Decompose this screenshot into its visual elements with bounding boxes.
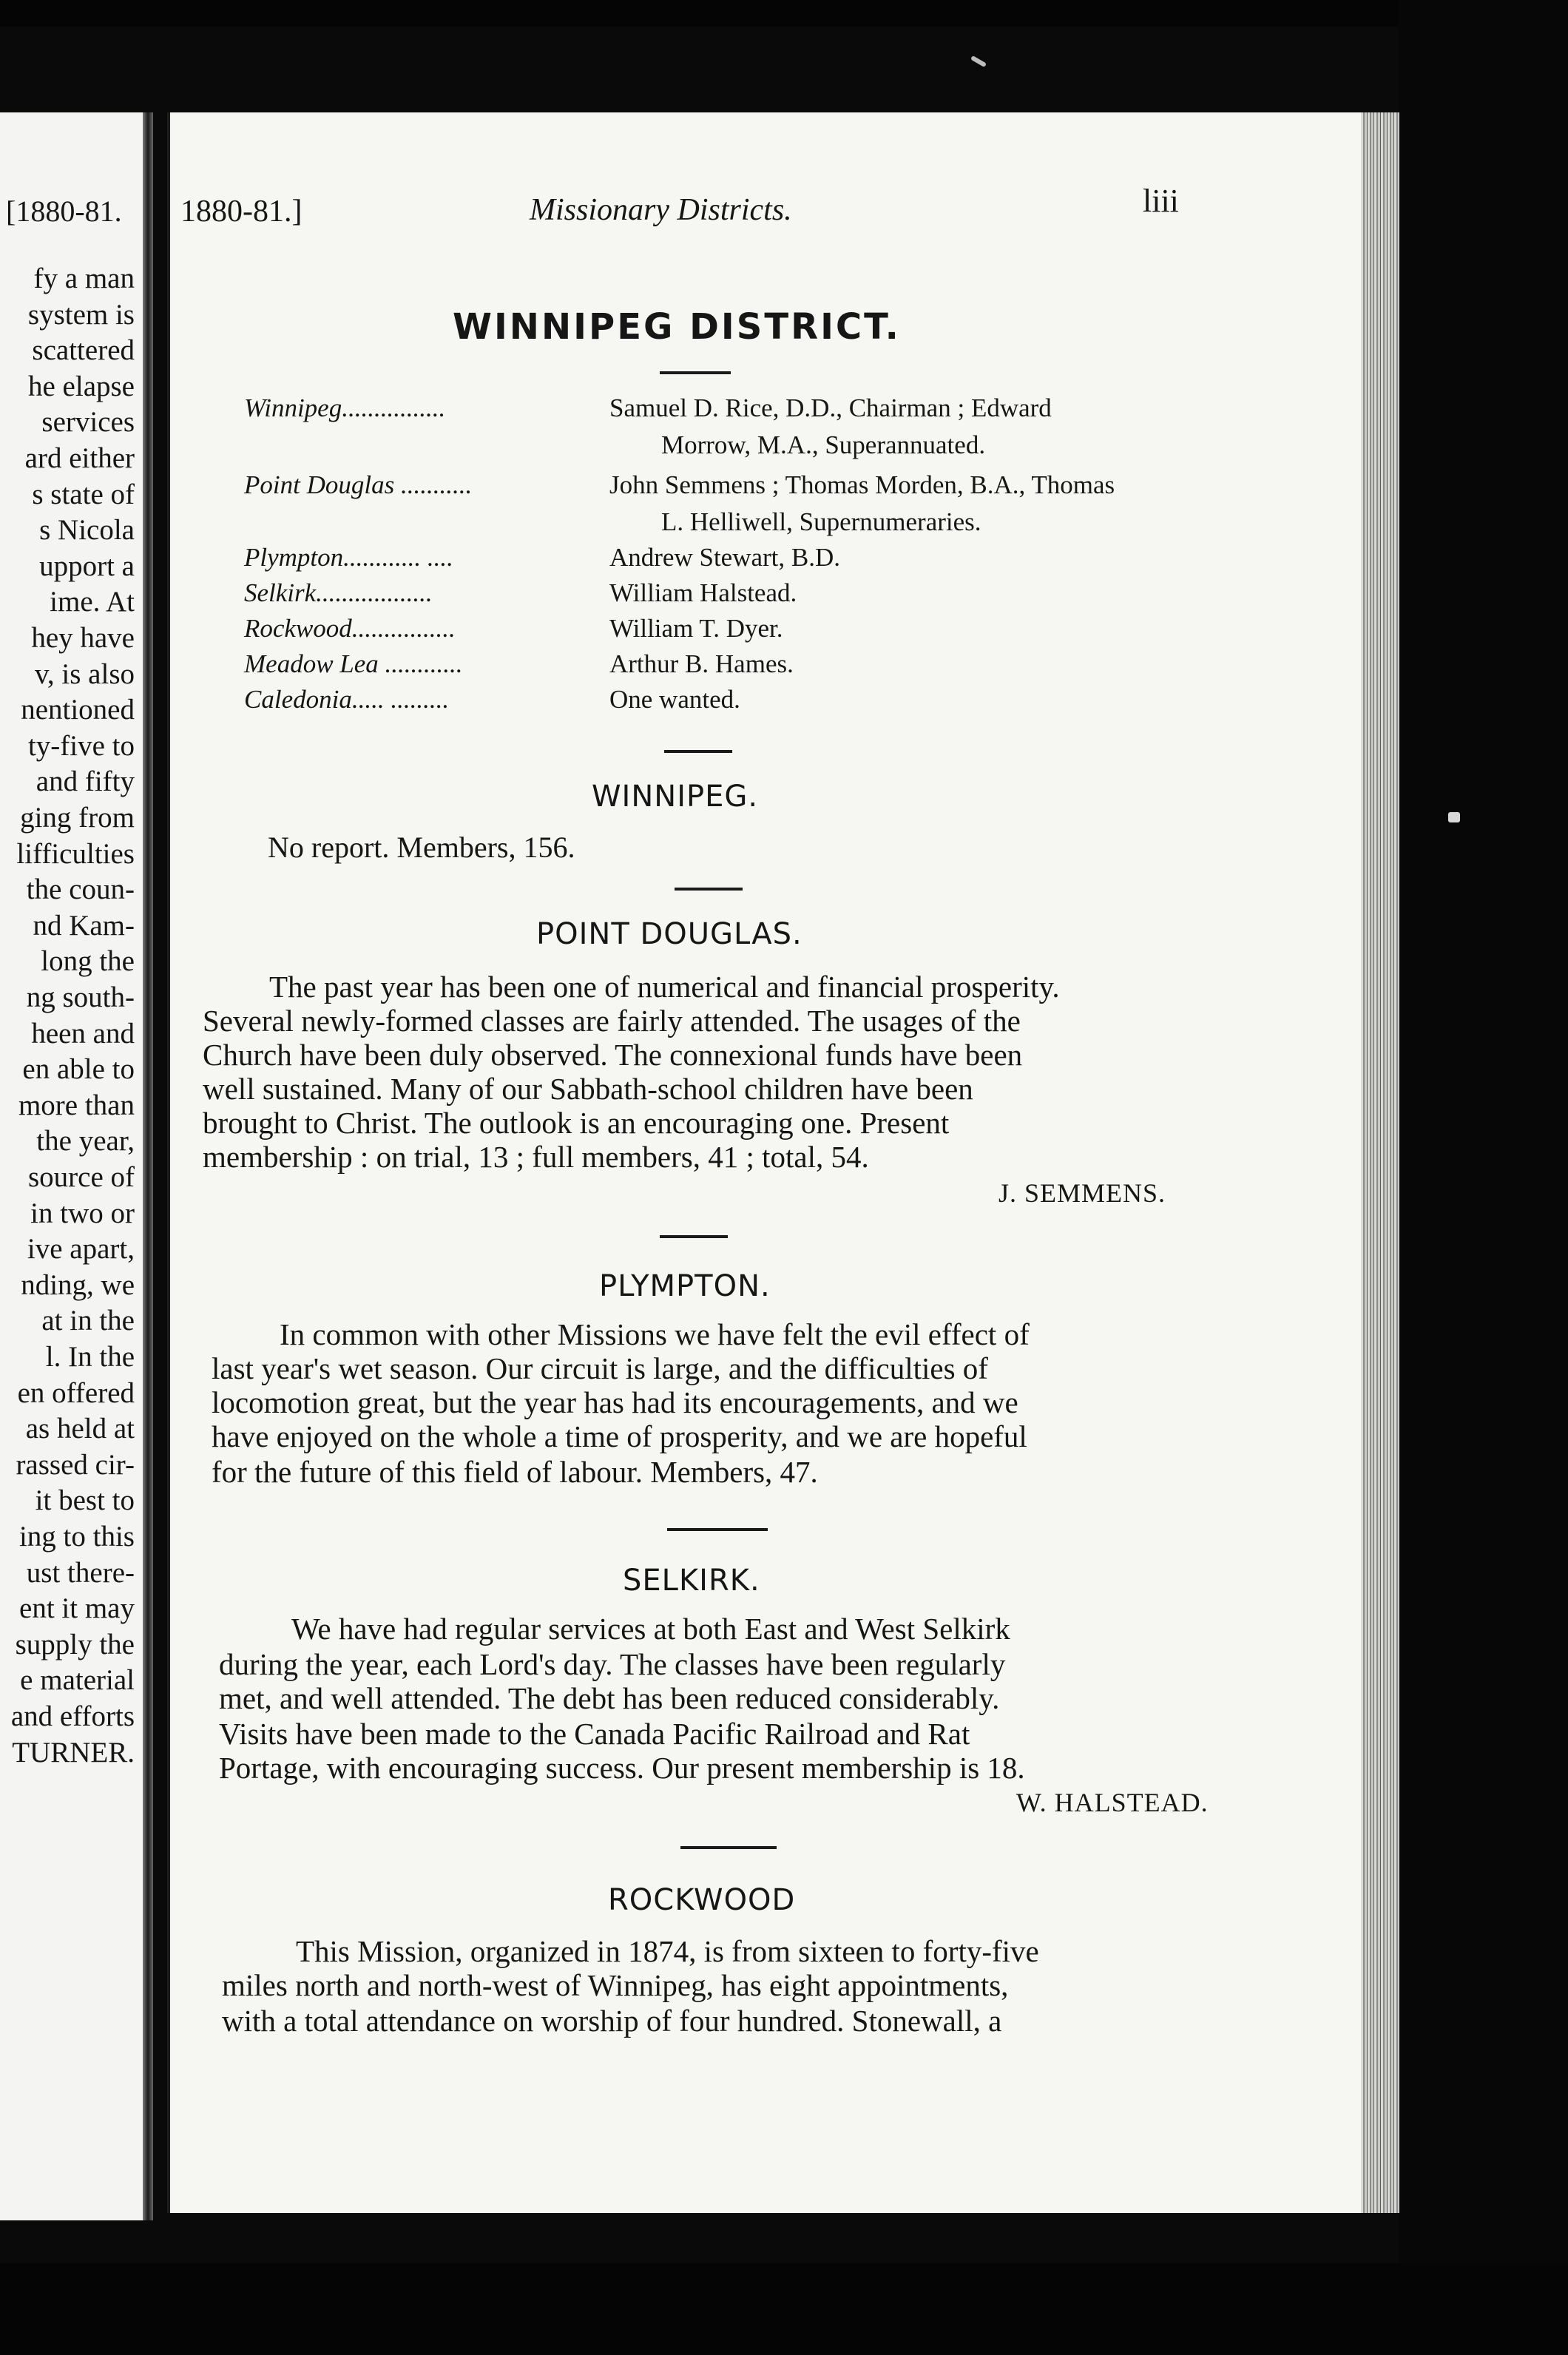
section-line: Several newly-formed classes are fairly attended. The usages of the [203, 1004, 1021, 1038]
left-page-line: at in the [41, 1305, 135, 1337]
left-page-line: hey have [31, 622, 135, 654]
roster-name: William T. Dyer. [609, 614, 783, 643]
section-line: locomotion great, but the year has had its encouragements, and we [212, 1385, 1018, 1419]
left-page-line: services [41, 406, 135, 439]
roster-place: Point Douglas ........... [244, 470, 473, 499]
roster-row [244, 614, 1206, 649]
roster-row [244, 685, 1206, 720]
roster-name: Arthur B. Hames. [609, 649, 794, 678]
section-line: In common with other Missions we have felt the evil effect of [280, 1317, 1030, 1351]
left-page-line: and efforts [10, 1700, 135, 1732]
left-page-line: long the [41, 945, 135, 978]
section-line: Portage, with encouraging success. Our present membership is 18. [219, 1751, 1025, 1785]
rule [660, 371, 731, 374]
left-page-line: in two or [30, 1197, 135, 1229]
left-page-line: TURNER. [12, 1736, 135, 1768]
left-page-line: fy a man [33, 263, 135, 294]
page-edges [1361, 112, 1399, 2213]
left-page-line: upport a [39, 550, 135, 582]
film-border-bottom [0, 2263, 1568, 2355]
roster-row [244, 543, 1206, 578]
rule [667, 1528, 768, 1531]
left-page-line: the coun- [26, 874, 135, 906]
left-page-line: ard either [24, 442, 135, 474]
roster-continuation: L. Helliwell, Supernumeraries. [661, 507, 981, 536]
section-line: brought to Christ. The outlook is an encouraging one. Present [203, 1106, 950, 1140]
section-line: met, and well attended. The debt has been reduced considerably. [219, 1681, 1000, 1715]
rule [680, 1846, 777, 1849]
rule [664, 750, 732, 753]
section-line: for the future of this field of labour. Members, 47. [212, 1455, 818, 1489]
section-line: well sustained. Many of our Sabbath-school children have been [203, 1072, 973, 1106]
section-line: Visits have been made to the Canada Pacific Railroad and Rat [219, 1717, 970, 1751]
left-page-line: ging from [20, 802, 135, 834]
section-line: membership : on trial, 13 ; full members, 41 ; total, 54. [203, 1140, 869, 1174]
left-page-line: scattered [32, 334, 135, 367]
left-page-line: nentioned [21, 694, 135, 726]
left-page-line: and fifty [36, 766, 135, 798]
rule [660, 1235, 728, 1238]
section-title-plympton: PLYMPTON. [599, 1269, 771, 1303]
roster-place: Rockwood................ [244, 614, 456, 643]
roster-place: Winnipeg................ [244, 393, 446, 422]
left-page-line: s Nicola [39, 514, 135, 547]
film-speck [970, 55, 987, 67]
section-title-winnipeg: WINNIPEG. [592, 780, 759, 814]
left-page-line: ive apart, [27, 1233, 135, 1266]
section-line: The past year has been one of numerical and financial prosperity. [269, 970, 1060, 1004]
left-page-line: ing to this [18, 1521, 135, 1552]
left-page-line: the year, [36, 1125, 135, 1158]
section-title-selkirk: SELKIRK. [623, 1564, 760, 1598]
left-page-line: source of [27, 1161, 135, 1193]
left-page-line: ng south- [26, 981, 135, 1013]
section-line: This Mission, organized in 1874, is from sixteen to forty-five [296, 1934, 1039, 1968]
section-line: during the year, each Lord's day. The classes have been regularly [219, 1647, 1006, 1681]
roster-row [244, 578, 1206, 614]
signature-semmens: J. SEMMENS. [998, 1178, 1166, 1208]
left-running-head: [1880-81. [6, 195, 122, 228]
running-head-section: Missionary Districts. [530, 193, 792, 227]
left-page-line: it best to [35, 1484, 135, 1517]
section-title-point-douglas: POINT DOUGLAS. [536, 917, 802, 951]
left-page-line: system is [27, 298, 135, 331]
left-page-line: supply the [15, 1628, 135, 1660]
left-page-line: lifficulties [16, 837, 135, 870]
roster-name: Samuel D. Rice, D.D., Chairman ; Edward [609, 393, 1052, 422]
left-page-line: s state of [32, 478, 135, 510]
left-page-line: more than [18, 1089, 135, 1121]
section-line: We have had regular services at both East and West Selkirk [291, 1612, 1010, 1646]
film-border-right [1398, 0, 1568, 2355]
roster-name: Andrew Stewart, B.D. [609, 543, 841, 572]
left-page-line: en able to [22, 1053, 135, 1086]
section-line: last year's wet season. Our circuit is large, and the difficulties of [212, 1351, 988, 1385]
left-page-line: v, is also [34, 658, 135, 690]
left-page-line: nding, we [21, 1268, 135, 1301]
section-title-rockwood: ROCKWOOD [608, 1883, 796, 1917]
section-line: with a total attendance on worship of four hundred. Stonewall, a [222, 2004, 1002, 2038]
left-page-line: ty-five to [27, 729, 135, 762]
roster-name: John Semmens ; Thomas Morden, B.A., Thomas [609, 470, 1115, 499]
film-border-top [0, 0, 1568, 27]
roster-place: Selkirk.................. [244, 578, 433, 607]
signature-halstead: W. HALSTEAD. [1016, 1788, 1209, 1817]
roster-row [244, 649, 1206, 685]
left-page-line: e material [20, 1664, 135, 1697]
roster-place: Meadow Lea ............ [244, 649, 463, 678]
left-page-line: l. In the [45, 1341, 135, 1373]
left-page-line: en offered [17, 1376, 135, 1409]
roster-place: Caledonia..... ......... [244, 685, 450, 714]
section-line: No report. Members, 156. [268, 831, 575, 864]
roster-row [244, 470, 1206, 506]
roster-continuation: Morrow, M.A., Superannuated. [661, 430, 986, 459]
section-line: miles north and north-west of Winnipeg, has eight appointments, [222, 1968, 1009, 2002]
left-page-line: heen and [31, 1017, 135, 1050]
section-line: Church have been duly observed. The connexional funds have been [203, 1038, 1023, 1072]
roster-name: One wanted. [609, 685, 740, 714]
roster-name: William Halstead. [609, 578, 797, 607]
left-page-line: ust there- [26, 1556, 135, 1589]
roster-row [244, 393, 1206, 429]
left-page-line: as held at [25, 1413, 135, 1445]
left-page-line: nd Kam- [33, 909, 135, 942]
film-speck [1448, 812, 1460, 822]
book-gutter [143, 112, 153, 2220]
rule [675, 888, 743, 891]
roster-place: Plympton............ .... [244, 543, 453, 572]
left-page-line: rassed cir- [16, 1448, 135, 1481]
left-page-line: ime. At [50, 586, 135, 618]
running-head-year: 1880-81.] [180, 195, 303, 229]
section-line: have enjoyed on the whole a time of prosperity, and we are hopeful [212, 1419, 1027, 1453]
district-title: WINNIPEG DISTRICT. [453, 306, 901, 348]
page-number: liii [1143, 183, 1179, 219]
left-page-line: he elapse [27, 370, 135, 402]
left-page-line: ent it may [19, 1592, 135, 1625]
left-page-fragment [0, 112, 146, 2220]
